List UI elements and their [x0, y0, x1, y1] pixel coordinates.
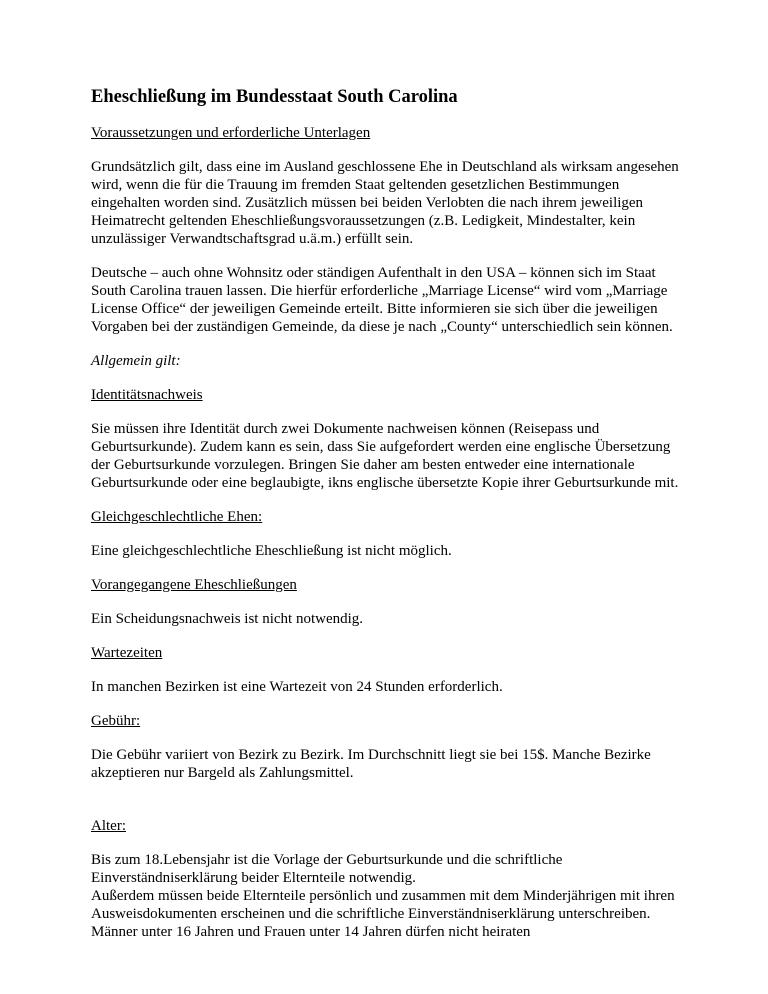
paragraph-waiting: In manchen Bezirken ist eine Wartezeit von 24 Stunden erforderlich.	[91, 679, 503, 695]
document-page	[91, 86, 691, 941]
paragraph-identity: Sie müssen ihre Identität durch zwei Dokumente nachweisen können (Reisepass und Geburtsurkunde). Zudem kann es sein, dass Sie aufgefordert werden eine englische Übersetzung der Geburtsurkunde vorzulegen. Bringen Sie daher am besten entweder eine internationale Geburtsurkunde oder eine beglaubigte, ikns englische übersetzte Kopie ihrer Geburtsurkunde mit.	[91, 421, 679, 491]
heading-previous-marriages: Vorangegangene Eheschließungen	[91, 577, 297, 593]
paragraph-age-1: Bis zum 18.Lebensjahr ist die Vorlage der Geburtsurkunde und die schriftliche Einverständniserklärung beider Elternteile notwendig.	[91, 852, 563, 886]
paragraph-previous-marriages: Ein Scheidungsnachweis ist nicht notwendig.	[91, 611, 364, 627]
paragraph-fee: Die Gebühr variiert von Bezirk zu Bezirk. Im Durchschnitt liegt sie bei 15$. Manche Bezirke akzeptieren nur Bargeld als Zahlungsmittel.	[91, 747, 651, 781]
paragraph-marriage-license: Deutsche – auch ohne Wohnsitz oder ständigen Aufenthalt in den USA – können sich im Staat South Carolina trauen lassen. Die hierfür erforderliche „Marriage License“ wird vom „Marriage License Office“ der jeweiligen Gemeinde erteilt. Bitte informieren sie sich über die jeweiligen Vorgaben bei der zuständigen Gemeinde, da diese je nach „County“ unterschiedlich sein können.	[91, 265, 673, 335]
paragraph-age-2: Außerdem müssen beide Elternteile persönlich und zusammen mit dem Minderjährigen mit ihren Ausweisdokumenten erscheinen und die schriftliche Einverständniserklärung unterschreiben. Männer unter 16 Jahren und Frauen unter 14 Jahren dürfen nicht heiraten	[91, 888, 675, 940]
heading-same-sex: Gleichgeschlechtliche Ehen:	[91, 509, 263, 525]
document-title: Eheschließung im Bundesstaat South Carolina	[91, 87, 458, 107]
heading-age: Alter:	[91, 818, 126, 834]
heading-identity: Identitätsnachweis	[91, 387, 203, 403]
heading-waiting: Wartezeiten	[91, 645, 163, 661]
general-note: Allgemein gilt:	[91, 353, 181, 369]
paragraph-same-sex: Eine gleichgeschlechtliche Eheschließung ist nicht möglich.	[91, 543, 452, 559]
heading-fee: Gebühr:	[91, 713, 141, 729]
paragraph-validity: Grundsätzlich gilt, dass eine im Ausland geschlossene Ehe in Deutschland als wirksam angesehen wird, wenn die für die Trauung im fremden Staat geltenden gesetzlichen Bestimmungen eingehalten worden sind. Zusätzlich müssen bei beiden Verlobten die nach ihrem jeweiligen Heimatrecht geltenden Eheschließungsvoraussetzungen (z.B. Ledigkeit, Mindestalter, kein unzulässiger Verwandtschaftsgrad u.ä.m.) erfüllt sein.	[91, 159, 679, 247]
heading-requirements: Voraussetzungen und erforderliche Unterlagen	[91, 125, 371, 141]
